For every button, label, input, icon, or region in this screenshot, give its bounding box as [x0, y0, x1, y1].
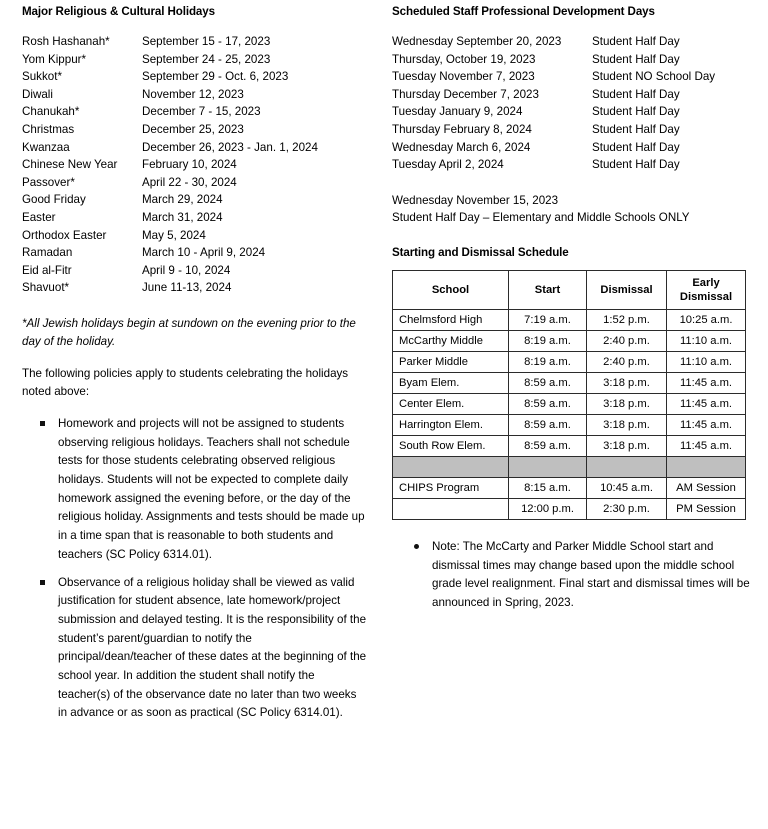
holidays-heading: Major Religious & Cultural Holidays: [22, 5, 215, 18]
holiday-row: [22, 68, 367, 86]
table-row: [393, 498, 746, 519]
holiday-row: [22, 156, 367, 174]
table-body: [393, 309, 746, 519]
holiday-row: [22, 139, 367, 157]
pd-day-date: Thursday, October 19, 2023: [392, 52, 536, 66]
holiday-date: March 29, 2024: [142, 193, 223, 207]
pd-day-date: Thursday December 7, 2023: [392, 87, 539, 101]
table-header-row: [393, 270, 746, 309]
holiday-name: Rosh Hashanah*: [22, 35, 110, 48]
holiday-date: March 31, 2024: [142, 210, 223, 224]
spacer: [392, 20, 754, 33]
cell-start: 7:19 a.m.: [509, 309, 587, 330]
schedule-heading: Starting and Dismissal Schedule: [392, 245, 569, 259]
column-header-start: Start: [509, 270, 587, 309]
cell-early-dismissal: PM Session: [667, 498, 746, 519]
cell-school: [393, 498, 509, 519]
cell-school: Byam Elem.: [393, 372, 509, 393]
policy-list-item: [22, 574, 368, 724]
holiday-name: Yom Kippur*: [22, 52, 87, 66]
holiday-name: Orthodox Easter: [22, 228, 107, 242]
holiday-name: Shavuot*: [22, 281, 70, 295]
column-header-dismissal: Dismissal: [587, 270, 667, 309]
holiday-date: December 26, 2023 - Jan. 1, 2024: [142, 140, 318, 154]
holiday-row: [22, 51, 367, 69]
holiday-row: [22, 86, 367, 104]
cell-early-dismissal: 11:45 a.m.: [667, 393, 746, 414]
cell-school: CHIPS Program: [393, 477, 509, 498]
spacer: [392, 174, 754, 192]
pd-day-date: Wednesday September 20, 2023: [392, 35, 562, 48]
holiday-date: September 24 - 25, 2023: [142, 52, 271, 66]
holiday-name: Passover*: [22, 175, 75, 189]
table-row: [393, 309, 746, 330]
cell-dismissal: 2:40 p.m.: [587, 330, 667, 351]
cell-dismissal: 3:18 p.m.: [587, 372, 667, 393]
table-header: [393, 270, 746, 309]
cell-dismissal: 3:18 p.m.: [587, 414, 667, 435]
right-column: [392, 4, 754, 613]
schedule-note-item: [392, 538, 762, 613]
cell-start: 8:59 a.m.: [509, 414, 587, 435]
holiday-name: Eid al-Fitr: [22, 263, 72, 277]
holiday-row: [22, 33, 367, 51]
cell-school: Parker Middle: [393, 351, 509, 372]
pd-day-date: Tuesday November 7, 2023: [392, 70, 535, 84]
start-dismissal-table: [392, 270, 746, 520]
pd-day-date: Tuesday April 2, 2024: [392, 158, 504, 172]
cell-start: 8:19 a.m.: [509, 351, 587, 372]
holiday-name: Ramadan: [22, 246, 73, 260]
early-dismissal-line2: Dismissal: [679, 290, 733, 303]
column-header-school: School: [393, 270, 509, 309]
spacer: [22, 20, 367, 33]
column-header-early-dismissal: [667, 270, 746, 309]
holiday-date: November 12, 2023: [142, 87, 244, 101]
cell-start: 8:15 a.m.: [509, 477, 587, 498]
schedule-note-text: Note: The McCarty and Parker Middle School start and dismissal times may change based upon the middle school grade level realignment. Final start and dismissal times will be announced in Spring, 2023.: [432, 539, 750, 610]
holiday-row: [22, 244, 367, 262]
cell-dismissal: 2:40 p.m.: [587, 351, 667, 372]
pd-day-type: Student Half Day: [592, 140, 680, 154]
table-row: [393, 477, 746, 498]
pd-day-row: [392, 68, 754, 86]
square-bullet-icon: [40, 421, 45, 426]
holiday-date: September 15 - 17, 2023: [142, 35, 271, 48]
cell-early-dismissal: 11:10 a.m.: [667, 330, 746, 351]
table-separator-row: [393, 456, 746, 477]
table-row: [393, 414, 746, 435]
holiday-date: December 25, 2023: [142, 122, 244, 136]
cell-start: 12:00 p.m.: [509, 498, 587, 519]
extra-half-day-description: Student Half Day – Elementary and Middle Schools ONLY: [392, 211, 690, 225]
holiday-name: Sukkot*: [22, 70, 62, 84]
cell-dismissal: 3:18 p.m.: [587, 435, 667, 456]
cell-dismissal: 3:18 p.m.: [587, 393, 667, 414]
spacer: [392, 261, 754, 270]
cell-school: Center Elem.: [393, 393, 509, 414]
holiday-date: February 10, 2024: [142, 158, 237, 172]
holiday-name: Christmas: [22, 122, 75, 136]
cell-separator: [509, 456, 587, 477]
schedule-note-list: [392, 538, 754, 613]
cell-school: South Row Elem.: [393, 435, 509, 456]
pd-day-row: [392, 139, 754, 157]
spacer: [22, 297, 367, 315]
cell-separator: [393, 456, 509, 477]
holiday-name: Chinese New Year: [22, 158, 118, 172]
holiday-row: [22, 262, 367, 280]
table-row: [393, 372, 746, 393]
holiday-row: [22, 227, 367, 245]
policy-text: Observance of a religious holiday shall be viewed as valid justification for student absence, late homework/project submission and delayed testing. It is the responsibility of the student’s parent/guardian to notify the principal/dean/teacher of these dates at the beginning of the school year. In addition the student shall notify the teacher(s) of the observance date no later than two weeks in advance or as soon as practical (SC Policy 6314.01).: [58, 575, 367, 720]
pd-day-type: Student NO School Day: [592, 70, 716, 84]
cell-early-dismissal: 11:45 a.m.: [667, 372, 746, 393]
pd-day-type: Student Half Day: [592, 105, 680, 119]
holiday-row: [22, 209, 367, 227]
cell-early-dismissal: 10:25 a.m.: [667, 309, 746, 330]
spacer: [392, 520, 754, 538]
holiday-date: April 22 - 30, 2024: [142, 175, 237, 189]
cell-early-dismissal: 11:45 a.m.: [667, 414, 746, 435]
pd-day-row: [392, 103, 754, 121]
cell-early-dismissal: 11:45 a.m.: [667, 435, 746, 456]
policy-list-item: [22, 415, 368, 565]
holiday-name: Easter: [22, 210, 56, 224]
professional-development-list: [392, 33, 754, 174]
policy-list: [22, 415, 367, 723]
pd-day-row: [392, 156, 754, 174]
early-dismissal-line1: Early: [692, 276, 720, 289]
holiday-date: March 10 - April 9, 2024: [142, 246, 266, 260]
cell-separator: [667, 456, 746, 477]
spacer: [22, 352, 367, 365]
holiday-date: December 7 - 15, 2023: [142, 105, 261, 119]
professional-development-heading: Scheduled Staff Professional Development Days: [392, 5, 655, 18]
pd-day-type: Student Half Day: [592, 35, 680, 48]
holiday-name: Chanukah*: [22, 105, 80, 119]
holiday-name: Diwali: [22, 87, 53, 101]
cell-early-dismissal: 11:10 a.m.: [667, 351, 746, 372]
cell-dismissal: 2:30 p.m.: [587, 498, 667, 519]
table-row: [393, 351, 746, 372]
policy-text: Homework and projects will not be assigned to students observing religious holidays. Teachers shall not schedule tests for those students celebrating observed religious holidays. Students will not be expected to complete daily homework assigned the evening before, or the day of the religious holiday. Assignments and tests should be made up in a time span that is reasonable to both students and teachers (SC Policy 6314.01).: [58, 416, 365, 561]
square-bullet-icon: [40, 580, 45, 585]
round-bullet-icon: [414, 544, 419, 549]
pd-day-row: [392, 121, 754, 139]
cell-school: Harrington Elem.: [393, 414, 509, 435]
pd-day-row: [392, 86, 754, 104]
pd-day-date: Tuesday January 9, 2024: [392, 105, 523, 119]
pd-day-row: [392, 51, 754, 69]
pd-day-row: [392, 33, 754, 51]
holiday-row: [22, 174, 367, 192]
cell-dismissal: 10:45 a.m.: [587, 477, 667, 498]
extra-half-day-date: Wednesday November 15, 2023: [392, 193, 559, 207]
holiday-row: [22, 121, 367, 139]
holiday-date: April 9 - 10, 2024: [142, 263, 231, 277]
policy-intro-paragraph: The following policies apply to students celebrating the holidays noted above:: [22, 366, 349, 399]
holidays-list: [22, 33, 367, 297]
cell-start: 8:59 a.m.: [509, 393, 587, 414]
holiday-row: [22, 191, 367, 209]
cell-start: 8:19 a.m.: [509, 330, 587, 351]
pd-day-type: Student Half Day: [592, 52, 680, 66]
pd-day-type: Student Half Day: [592, 87, 680, 101]
pd-day-date: Thursday February 8, 2024: [392, 122, 532, 136]
holiday-row: [22, 279, 367, 297]
cell-start: 8:59 a.m.: [509, 435, 587, 456]
spacer: [22, 402, 367, 415]
holiday-row: [22, 103, 367, 121]
table-row: [393, 393, 746, 414]
pd-day-date: Wednesday March 6, 2024: [392, 140, 531, 154]
cell-school: McCarthy Middle: [393, 330, 509, 351]
pd-day-type: Student Half Day: [592, 158, 680, 172]
holiday-date: June 11-13, 2024: [142, 281, 232, 295]
cell-separator: [587, 456, 667, 477]
holiday-date: May 5, 2024: [142, 228, 206, 242]
cell-early-dismissal: AM Session: [667, 477, 746, 498]
jewish-holidays-footnote: *All Jewish holidays begin at sundown on the evening prior to the day of the holiday.: [22, 316, 356, 349]
cell-start: 8:59 a.m.: [509, 372, 587, 393]
holiday-date: September 29 - Oct. 6, 2023: [142, 70, 289, 84]
table-row: [393, 330, 746, 351]
cell-dismissal: 1:52 p.m.: [587, 309, 667, 330]
cell-school: Chelmsford High: [393, 309, 509, 330]
pd-day-type: Student Half Day: [592, 122, 680, 136]
spacer: [392, 227, 754, 245]
holiday-name: Good Friday: [22, 193, 86, 207]
left-column: [22, 4, 367, 732]
table-row: [393, 435, 746, 456]
holiday-name: Kwanzaa: [22, 140, 70, 154]
